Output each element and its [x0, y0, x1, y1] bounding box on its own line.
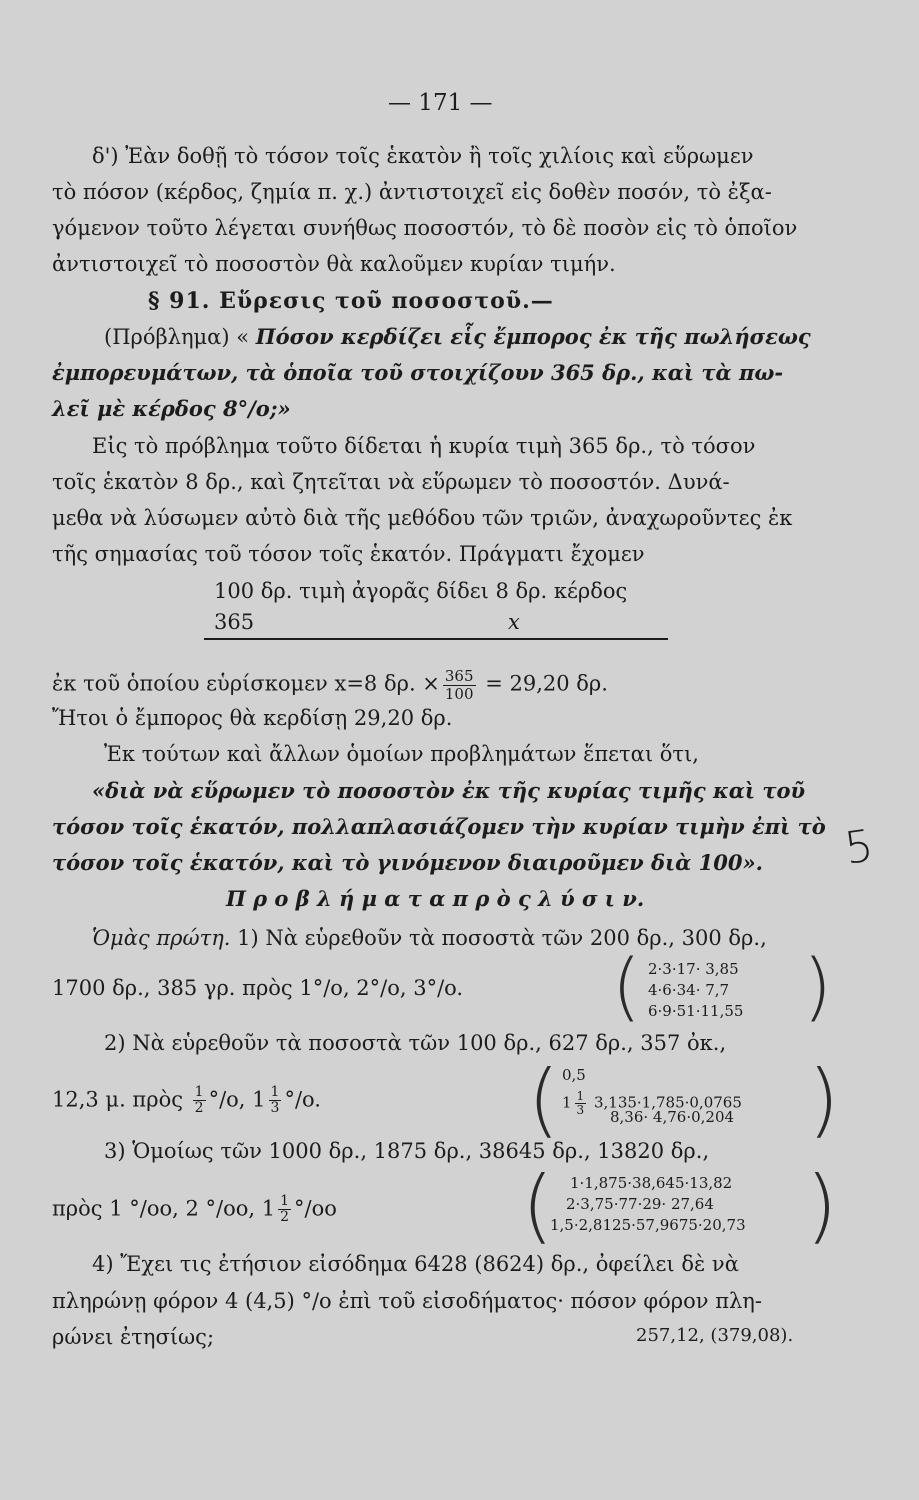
rule-statement-line: τόσον τοῖς ἑκατόν, καὶ τὸ γινόμενον διαιροῦμεν διὰ 100». [52, 850, 763, 875]
paragraph-line: δ') Ἐὰν δοθῇ τὸ τόσον τοῖς ἑκατὸν ἢ τοῖς χιλίοις καὶ εὕρωμεν [92, 144, 754, 168]
answer-row: 8,36· 4,76·0,204 [610, 1108, 735, 1126]
problem-2-line [52, 1085, 321, 1117]
answer-integer: 1 [562, 1093, 572, 1112]
fraction-one-third [269, 1085, 282, 1117]
problem-3-line: 3) Ὁμοίως τῶν 1000 δρ., 1875 δρ., 38645 δρ., 13820 δρ., [104, 1139, 710, 1163]
left-parenthesis: ( [528, 1053, 560, 1146]
problem-prefix: (Πρόβλημα) « [104, 325, 250, 349]
problem-line: ἐμπορευμάτων, τὰ ὁποῖα τοῦ στοιχίζουν 365 δρ., καὶ τὰ πω- [52, 360, 784, 385]
body-line: τοῖς ἑκατὸν 8 δρ., καὶ ζητεῖται νὰ εὕρωμεν τὸ ποσοστόν. Δυνά- [52, 470, 730, 494]
answer-row: 6·9·51·11,55 [648, 1002, 744, 1020]
left-parenthesis: ( [522, 1159, 554, 1252]
rule-of-three-line [204, 638, 668, 640]
formula-fraction [443, 668, 476, 702]
rule-of-three-left: 365 [214, 610, 255, 634]
problem-3-line [52, 1194, 337, 1226]
formula-line [52, 668, 608, 702]
problem-3-text: πρὸς 1 °/oo, 2 °/oo, 1 [52, 1196, 276, 1221]
fraction-denominator: 100 [444, 684, 474, 703]
answer-values: 3,135·1,785·0,0765 [593, 1093, 742, 1112]
answer-row: 2·3,75·77·29· 27,64 [566, 1195, 714, 1213]
problem-4-answer: 257,12, (379,08). [636, 1325, 794, 1346]
problem-2-text: °/o, 1 [208, 1087, 266, 1112]
fraction-denominator: 2 [280, 1209, 290, 1226]
answer-row: 1·1,875·38,645·13,82 [570, 1174, 733, 1192]
problem-2-line: 2) Νὰ εὑρεθοῦν τὰ ποσοστὰ τῶν 100 δρ., 627 δρ., 357 ὀκ., [104, 1031, 727, 1055]
problem-2-text: 12,3 μ. πρὸς [52, 1087, 183, 1112]
paragraph-line: τὸ πόσον (κέρδος, ζημία π. χ.) ἀντιστοιχεῖ εἰς δοθὲν ποσόν, τὸ ἐξα- [52, 180, 772, 204]
fraction-numerator: 1 [194, 1084, 204, 1100]
problem-line: λεῖ μὲ κέρδος 8°/o;» [52, 396, 291, 421]
fraction-denominator: 3 [270, 1100, 280, 1117]
problem-4-line: 4) Ἔχει τις ἐτήσιον εἰσόδημα 6428 (8624) δρ., ὀφείλει δὲ νὰ [92, 1252, 739, 1276]
formula-result: = 29,20 δρ. [485, 671, 608, 696]
body-line: Εἰς τὸ πρόβλημα τοῦτο δίδεται ἡ κυρία τιμὴ 365 δρ., τὸ τόσον [92, 434, 756, 458]
fraction-denominator: 2 [194, 1100, 204, 1117]
rule-of-three-row: 100 δρ. τιμὴ ἀγορᾶς δίδει 8 δρ. κέρδος [214, 579, 628, 603]
answer-row: 0,5 [562, 1066, 586, 1084]
handwritten-margin-mark: 5 [841, 820, 877, 875]
problem-text: Πόσον κερδίζει εἷς ἔμπορος ἐκ τῆς πωλήσεως [255, 324, 811, 349]
fraction-numerator: 1 [270, 1084, 280, 1100]
problem-4-line: ρώνει ἐτησίως; [52, 1325, 215, 1349]
paragraph-line: γόμενον τοῦτο λέγεται συνήθως ποσοστόν, τὸ δὲ ποσὸν εἰς τὸ ὁποῖον [52, 216, 798, 240]
fraction-denominator: 3 [576, 1103, 585, 1118]
group-label: Ὁμὰς πρώτη. [92, 926, 231, 950]
formula-prefix: ἐκ τοῦ ὁποίου εὑρίσκομεν x=8 δρ. × [52, 671, 440, 696]
problem-3-text: °/oo [294, 1196, 337, 1221]
body-line: μεθα νὰ λύσωμεν αὐτὸ διὰ τῆς μεθόδου τῶν τριῶν, ἀναχωροῦντες ἐκ [52, 506, 793, 530]
paragraph-line: ἀντιστοιχεῖ τὸ ποσοστὸν θὰ καλοῦμεν κυρίαν τιμήν. [52, 252, 616, 276]
fraction-one-half [278, 1194, 291, 1226]
problem-1-line: 1700 δρ., 385 γρ. πρὸς 1°/o, 2°/o, 3°/o. [52, 976, 464, 1000]
problem-1-line [92, 928, 767, 949]
fraction-numerator: 1 [280, 1193, 290, 1209]
follows-line: Ἐκ τούτων καὶ ἄλλων ὁμοίων προβλημάτων ἕπεται ὅτι, [104, 742, 699, 766]
right-parenthesis: ) [806, 1159, 838, 1252]
answer-row: 2·3·17· 3,85 [648, 960, 739, 978]
answer-fraction [575, 1090, 587, 1117]
problem-1-text: 1) Νὰ εὑρεθοῦν τὰ ποσοστὰ τῶν 200 δρ., 300 δρ., [237, 926, 767, 950]
conclusion-line: Ἤτοι ὁ ἔμπορος θὰ κερδίσῃ 29,20 δρ. [52, 706, 453, 730]
answer-row: 1,5·2,8125·57,9675·20,73 [550, 1216, 746, 1234]
problem-line [104, 326, 811, 348]
fraction-one-half [193, 1085, 206, 1117]
fraction-numerator: 365 [444, 667, 474, 685]
right-parenthesis: ) [803, 944, 832, 1030]
rule-of-three-unknown: x [508, 610, 520, 634]
rule-statement-line: «διὰ νὰ εὕρωμεν τὸ ποσοστὸν ἐκ τῆς κυρίας τιμῆς καὶ τοῦ [92, 778, 806, 803]
body-line: τῆς σημασίας τοῦ τόσον τοῖς ἑκατόν. Πράγματι ἔχομεν [52, 542, 645, 566]
left-parenthesis: ( [612, 944, 641, 1030]
problems-heading: Π ρ ο β λ ή μ α τ α π ρ ὸ ς λ ύ σ ι ν. [226, 886, 645, 911]
section-heading: § 91. Εὕρεσις τοῦ ποσοστοῦ.— [148, 288, 554, 314]
rule-statement-line: τόσον τοῖς ἑκατόν, πολλαπλασιάζομεν τὴν κυρίαν τιμὴν ἐπὶ τὸ [52, 814, 826, 839]
problem-4-line: πληρώνῃ φόρον 4 (4,5) °/o ἐπὶ τοῦ εἰσοδήματος· πόσον φόρον πλη- [52, 1289, 762, 1313]
problem-2-text: °/o. [284, 1087, 321, 1112]
right-parenthesis: ) [808, 1053, 840, 1146]
page-number: — 171 — [388, 90, 493, 116]
answer-row: 4·6·34· 7,7 [648, 981, 730, 999]
fraction-numerator: 1 [576, 1089, 585, 1103]
